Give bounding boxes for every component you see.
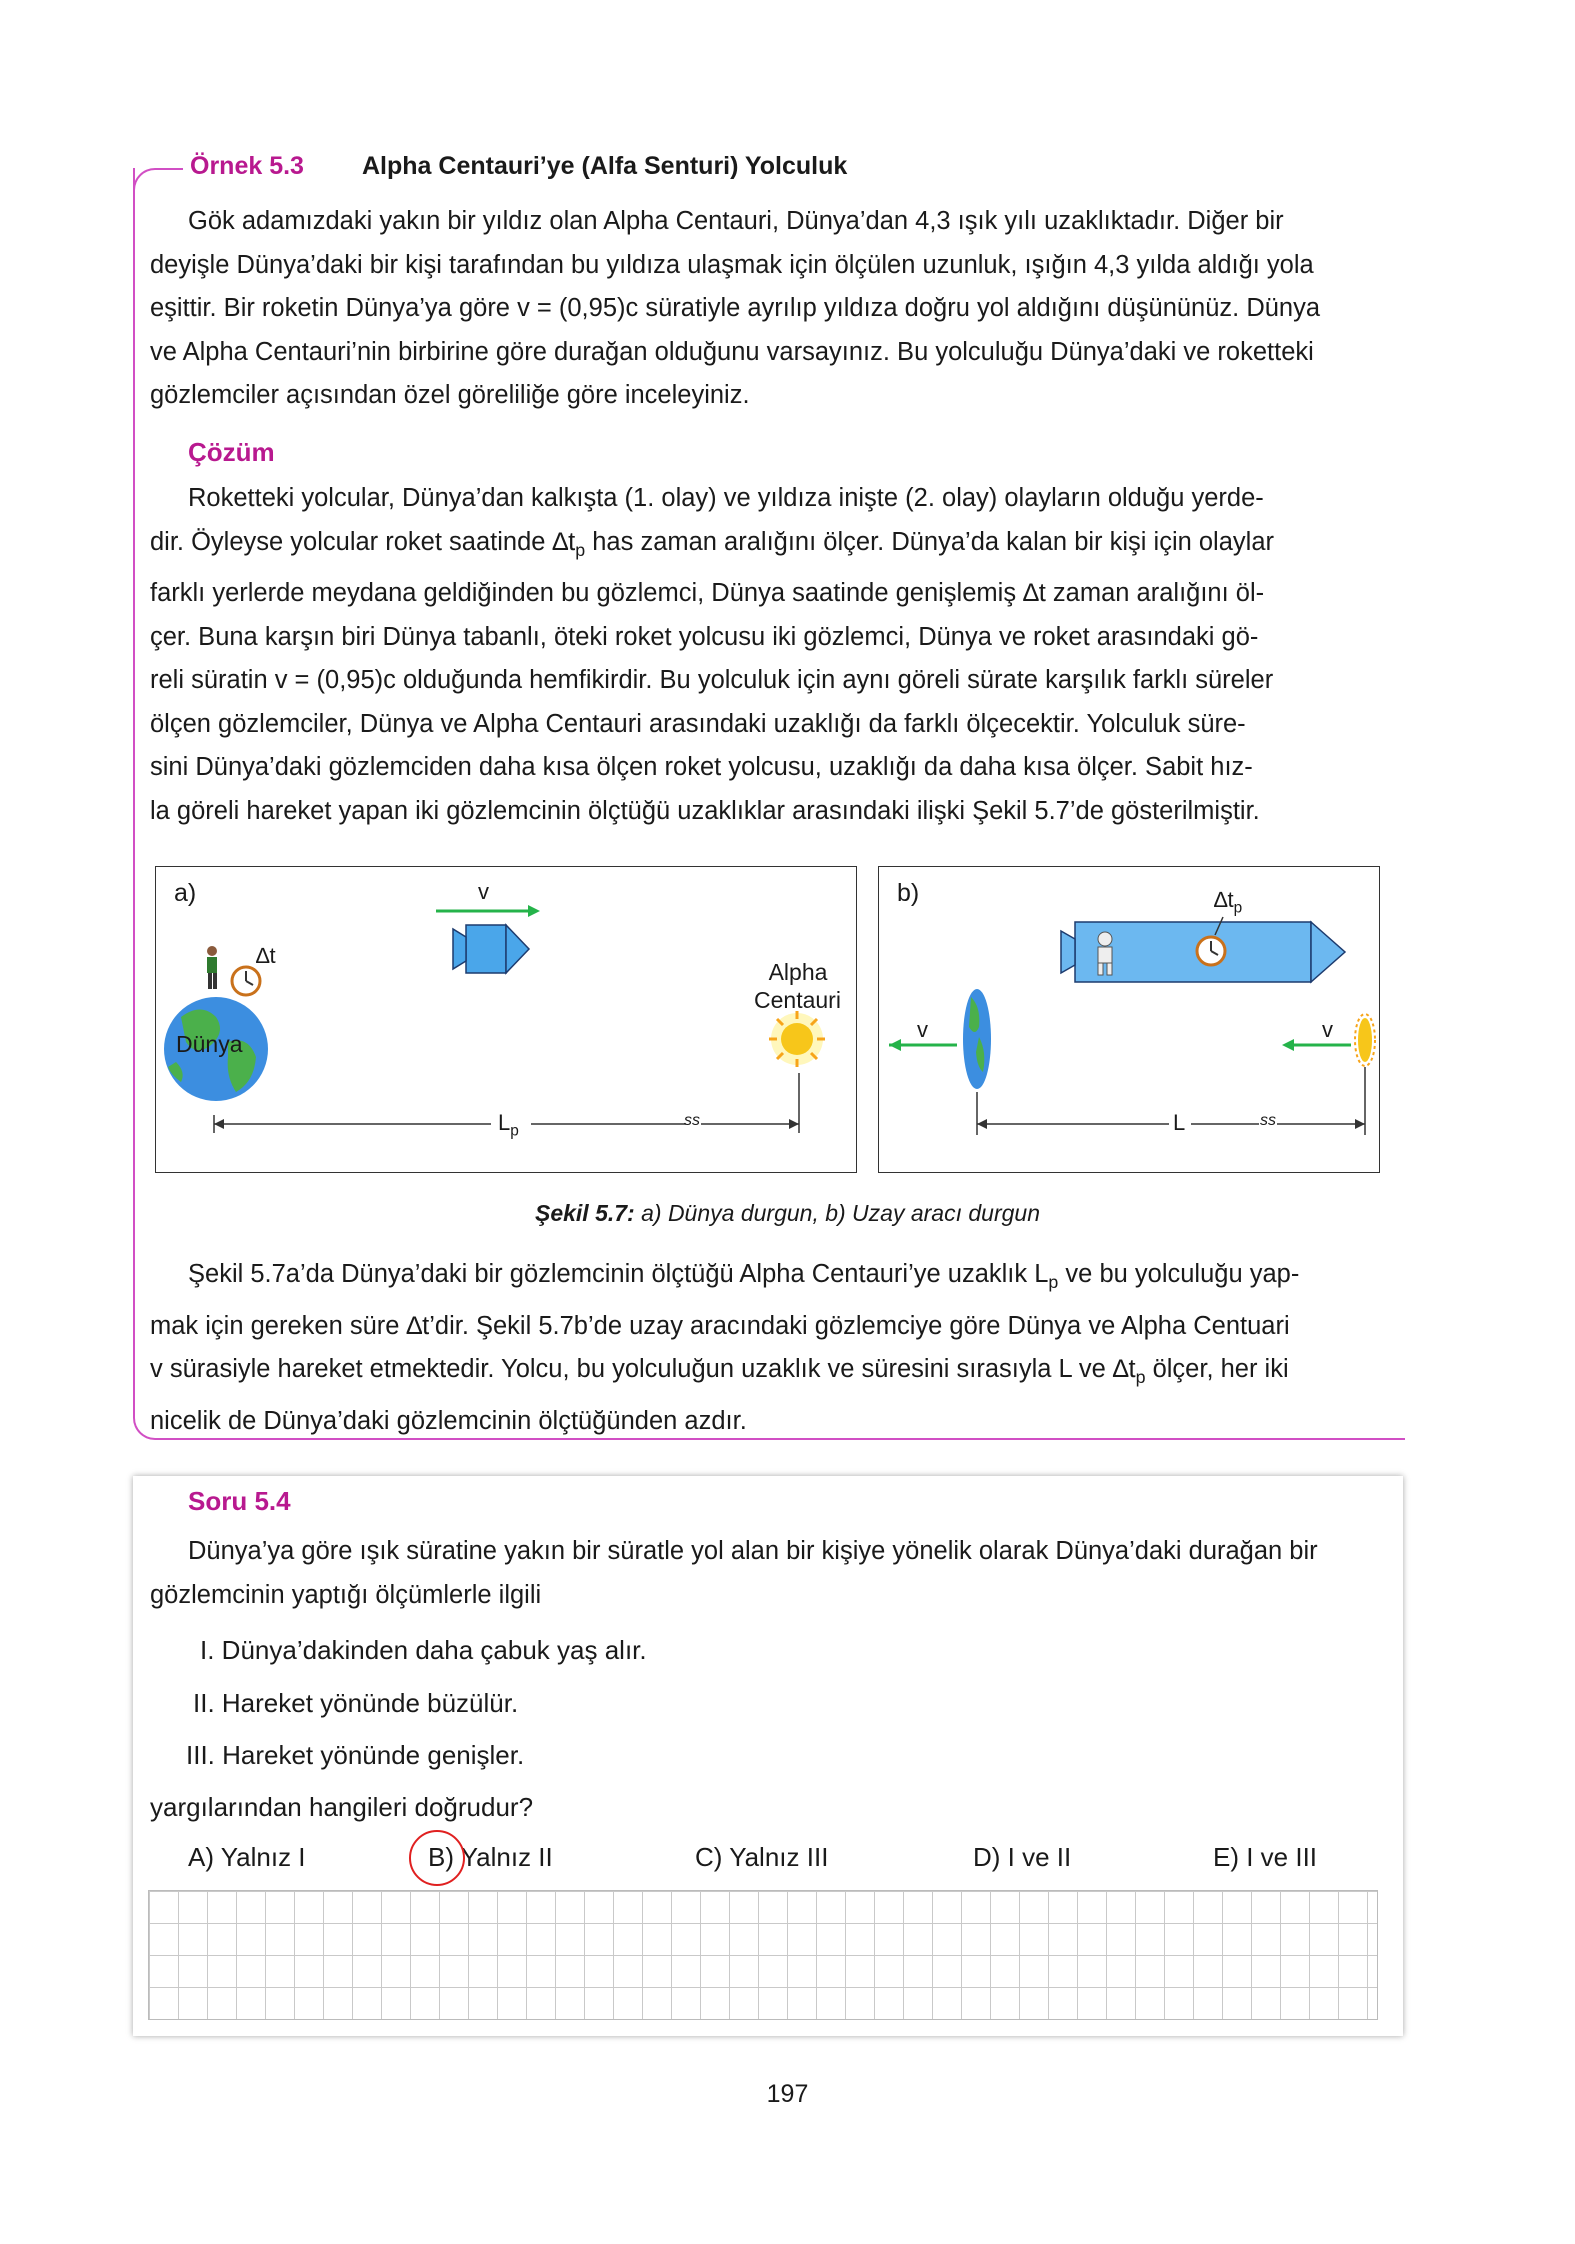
star-label-1: Alpha [768, 959, 828, 985]
example-label: Örnek 5.3 [190, 152, 304, 180]
delta-tp-label: $\Delta t_p$ [1214, 887, 1243, 917]
velocity-label-right: v [1322, 1017, 1333, 1042]
subscript-p: p [575, 539, 586, 560]
question-prompt: yargılarından hangileri doğrudur? [150, 1792, 534, 1822]
solution-line-part: dir. Öyleyse yolcular roket saatinde ∆t [150, 527, 576, 556]
option-d[interactable]: D) I ve II [973, 1842, 1072, 1872]
stem-line: gözlemcinin yaptığı ölçümlerle ilgili [150, 1580, 542, 1609]
length-label: L [1173, 1110, 1186, 1135]
solution-line: Roketteki yolcular, Dünya’dan kalkışta (1. olay) ve yıldıza inişte (2. olay) olayların olduğu yerde- [188, 484, 1264, 512]
example-title: Alpha Centauri’ye (Alfa Senturi) Yolculuk [362, 152, 848, 180]
sun-icon [1355, 1014, 1375, 1066]
delta-t-label: ∆t [256, 943, 276, 968]
scratch-grid [148, 1890, 1378, 2020]
solution-text [150, 477, 1403, 833]
explanation-line: nicelik de Dünya’daki gözlemcinin ölçtüğünden azdır. [150, 1406, 747, 1435]
figure-explanation [150, 1253, 1403, 1443]
option-e[interactable]: E) I ve III [1213, 1842, 1318, 1872]
explanation-line: mak için gereken süre ∆t’dir. Şekil 5.7b’de uzay aracındaki gözlemciye göre Dünya ve Alpha Centuari [150, 1311, 1290, 1340]
solution-line-part: has zaman aralığını ölçer. Dünya’da kalan bir kişi için olaylar [585, 527, 1274, 556]
explanation-line: Şekil 5.7a’da Dünya’daki bir gözlemcinin ölçtüğü Alpha Centauri’ye uzaklık $L_p$ ve bu yolculuğu yap- [188, 1260, 1300, 1293]
figure-b [878, 866, 1380, 1173]
axis-break-mark: ss [1260, 1112, 1276, 1129]
question-stem [150, 1530, 1403, 1617]
solution-line: la göreli hareket yapan iki gözlemcinin ölçtüğü uzaklıklar arasındaki ilişki Şekil 5.7’de gösterilmiştir. [150, 796, 1260, 825]
solution-line: çer. Buna karşın biri Dünya tabanlı, öteki roket yolcusu iki gözlemci, Dünya ve roket arasındaki gö- [150, 622, 1259, 651]
velocity-label-left: v [917, 1017, 928, 1042]
earth-label: Dünya [176, 1031, 243, 1057]
page-number: 197 [766, 2080, 809, 2108]
figure-caption: Şekil 5.7: a) Dünya durgun, b) Uzay aracı durgun [534, 1200, 1040, 1226]
figure-a-label: a) [174, 879, 197, 907]
clock-icon [232, 967, 260, 995]
explanation-line: v sürasiyle hareket etmektedir. Yolcu, bu yolculuğun uzaklık ve süresini sırasıyla L ve $\Delta t_p$ ölçer, her iki [150, 1355, 1289, 1388]
star-label-2: Centauri [754, 987, 841, 1013]
solution-line: farklı yerlerde meydana geldiğinden bu gözlemci, Dünya saatinde genişlemiş ∆t zaman aralığını öl- [150, 579, 1265, 608]
figure-a [155, 866, 857, 1173]
solution-line: ölçen gözlemciler, Dünya ve Alpha Centauri arasındaki uzaklığı da farklı ölçecektir. Yolculuk süre- [150, 709, 1246, 738]
rocket-icon [453, 925, 529, 973]
statement-item-2: II. Hareket yönünde büzülür. [193, 1688, 519, 1718]
figure-b-label: b) [897, 879, 920, 907]
length-label: $L_p$ [498, 1110, 519, 1140]
stem-line: Dünya’ya göre ışık süratine yakın bir süratle yol alan bir kişiye yönelik olarak Dünya’daki durağan bir [188, 1537, 1318, 1565]
intro-line: gözlemciler açısından özel göreliliğe göre inceleyiniz. [150, 381, 750, 409]
figure-b-drawing [879, 867, 1379, 1172]
option-b[interactable]: B) Yalnız II [428, 1842, 553, 1872]
intro-line: ve Alpha Centauri’nin birbirine göre durağan olduğunu varsayınız. Bu yolculuğu Dünya’daki ve roketteki [150, 337, 1314, 366]
statement-item-1: I. Dünya’dakinden daha çabuk yaş alır. [200, 1635, 647, 1665]
statement-item-3: III. Hareket yönünde genişler. [186, 1740, 525, 1770]
velocity-label: v [478, 879, 489, 904]
velocity-arrowhead [528, 905, 540, 917]
axis-break-mark: ss [684, 1112, 700, 1129]
earth-icon [963, 989, 991, 1089]
solution-line: sini Dünya’daki gözlemciden daha kısa ölçen roket yolcusu, uzaklığı da daha kısa ölçer. Sabit hız- [150, 753, 1253, 782]
solution-line: reli süratin v = (0,95)c olduğunda hemfikirdir. Bu yolculuk için aynı göreli sürate karşılık farklı süreler [150, 666, 1274, 695]
intro-line: Gök adamızdaki yakın bir yıldız olan Alpha Centauri, Dünya’dan 4,3 ışık yılı uzaklıktadır. Diğer bir [188, 207, 1284, 235]
solution-heading: Çözüm [188, 437, 275, 467]
question-label: Soru 5.4 [188, 1486, 291, 1516]
answer-circle-mark [409, 1830, 465, 1886]
example-intro [150, 200, 1403, 418]
option-a[interactable]: A) Yalnız I [188, 1842, 306, 1872]
intro-line: eşittir. Bir roketin Dünya’ya göre v = (0,95)c süratiyle ayrılıp yıldıza doğru yol aldığını düşününüz. Dünya [150, 294, 1321, 322]
sun-icon [769, 1011, 825, 1067]
solution-line [150, 521, 1403, 573]
option-c[interactable]: C) Yalnız III [695, 1842, 829, 1872]
intro-line: deyişle Dünya’daki bir kişi tarafından bu yıldıza ulaşmak için ölçülen uzunluk, ışığın 4,3 yılda aldığı yola [150, 250, 1314, 279]
person-icon [207, 946, 217, 989]
